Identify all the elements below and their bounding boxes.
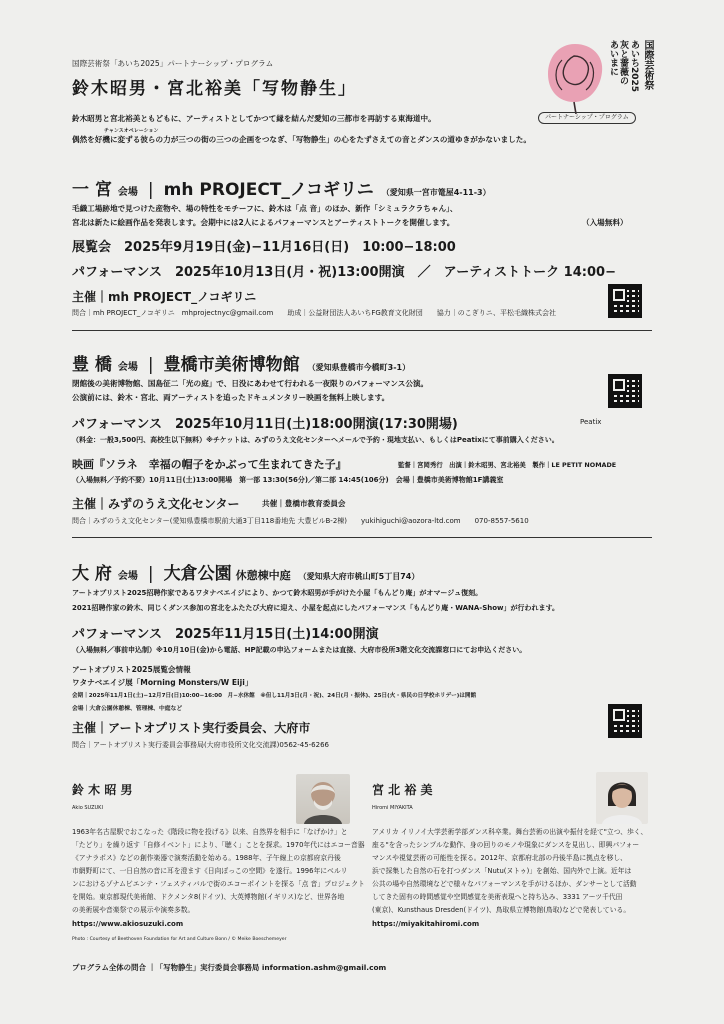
bio-line: 座る"を含ったシンプルな動作、身の回りのモノや現象にダンスを見出し、即興パフォー: [372, 841, 640, 849]
organizer: 主催｜みずのうえ文化センター: [72, 497, 240, 511]
city-name: 豊 橋: [72, 355, 112, 375]
bio-line: 浜で採集した自然の石を打つダンス「Nutu(ヌトゥ)」を創始、国内外で上演。近年は: [372, 867, 632, 875]
organizer: 主催｜アートオプリスト実行委員会、大府市: [72, 721, 311, 735]
description-line: 宮北は新たに絵画作品を発表します。会期中には2人によるパフォーマンスとアーティストトークを開催します。: [72, 218, 455, 227]
art-info-heading: アートオプリスト2025展覧会情報: [72, 665, 191, 674]
bio-line: マンスや視覚芸術の可能性を探る。2012年、京都府北部の丹後半島に拠点を移し、: [372, 854, 627, 862]
suzuki-url[interactable]: https://www.akiosuzuki.com: [72, 920, 184, 928]
logo-col-1: 国際芸術祭: [642, 40, 653, 90]
film-schedule: （入場無料／予約不要）10月11日(土)13:00開場 第一部 13:30(56分)／第二部 14:45(106分) 会場｜豊橋市美術博物館1F講義室: [72, 476, 504, 484]
artist-romaji-miyakita: Hiromi MIYAKITA: [372, 805, 413, 811]
city-name: 一 宮: [72, 180, 112, 200]
venue-address: （愛知県大府市桃山町5丁目74）: [298, 572, 420, 581]
venue-address: （愛知県一宮市篭屋4-11-3）: [381, 188, 491, 197]
art-exhibition-title: ワタナベエイジ展「Morning Monsters/W Eiji」: [72, 678, 253, 687]
description-line: 閉館後の美術博物館、国島征二「光の庭」で、日没にあわせて行われる一夜限りのパフォーマンス公演。: [72, 379, 429, 388]
film-credit: 監督｜宮岡秀行 出演｜鈴木昭男、宮北裕美 製作｜LE PETIT NOMADE: [398, 461, 617, 469]
qr-code[interactable]: [608, 374, 642, 408]
art-period: 会期｜2025年11月1日(土)−12月7日(日)10:00−16:00 月−水休館 ※但し11月3日(月・祝)、24日(月・振休)、25日(火・県民の日学校ホリデー)は開館: [72, 693, 477, 699]
organizer: 主催｜mh PROJECT_ノコギリニ: [72, 290, 257, 304]
separator: |: [147, 564, 154, 584]
ticket-info: （料金：一般3,500円、高校生以下無料）※チケットは、みずのうえ文化センターへメールで予約・現地支払い、もしくはPeatixにて事前購入ください。: [72, 436, 559, 444]
contact-line: 問合｜みずのうえ文化センター(愛知県豊橋市駅前大通3丁目118番地先 大豊ビルB-2棟) yukihiguchi@aozora-ltd.com 070-8557-5610: [72, 517, 529, 525]
exhibition-dates: 展覧会 2025年9月19日(金)−11月16日(日) 10:00−18:00: [72, 240, 456, 255]
venue-name: mh PROJECT_ノコギリニ: [163, 180, 374, 200]
festival-logo: [540, 38, 658, 126]
toyohashi-heading: [72, 350, 410, 375]
bio-line: してきた固有の時間感覚や空間感覚を美術表現へと持ち込み、3331 アーツ千代田: [372, 893, 623, 901]
venue-sub: 休憩棟中庭: [235, 569, 291, 582]
footer-contact: プログラム全体の問合 ｜「写物静生」実行委員会事務局 information.ashm@gmail.com: [72, 963, 387, 972]
photo-credit: Photo : Courtesy of Beethoven Foundation for Art and Culture Bonn / © Meike Boeschemeyer: [72, 937, 287, 942]
co-organizer: 共催｜豊橋市教育委員会: [262, 499, 346, 508]
bio-line: 公共の場や自然環境などで様々なパフォーマンスを手がけるほか、ダンサーとして活動: [372, 880, 637, 888]
intro-line-2: 偶然を好機に変ずる彼らの力が三つの街の三つの企画をつなぎ、「写物静生」の心をたずさえての音とダンスの道ゆきがかないました。: [72, 135, 531, 144]
portrait-icon: [596, 772, 648, 824]
bio-miyakita: [372, 826, 648, 917]
performance-dates: パフォーマンス 2025年10月11日(土)18:00開演(17:30開場): [72, 417, 458, 432]
intro-line-1: 鈴木昭男と宮北裕美ともどもに、アーティストとしてかつて縁を結んだ愛知の三都市を再訪する東海道中。: [72, 114, 436, 123]
separator: |: [147, 180, 154, 200]
venue-name: 豊橋市美術博物館: [163, 355, 300, 375]
logo-col-4: あいまに: [608, 40, 618, 76]
performance-dates: パフォーマンス 2025年10月13日(月・祝)13:00開演 ／ アーティストトーク 14:00−: [72, 265, 616, 280]
bio-line: 1963年名古屋駅でおこなった《階段に物を投げる》以来、自然界を相手に「なげかけ」と: [72, 828, 348, 836]
bio-line: 市網野町にて、一日自然の音に耳を澄ます《日向ぼっこの空間》を遂行。1996年にベルリ: [72, 867, 348, 875]
artist-name-suzuki: 鈴 木 昭 男: [72, 783, 133, 797]
bio-line: アメリカ イリノイ大学芸術学部ダンス科卒業。舞台芸術の出演や振付を経て"立つ、歩く、: [372, 828, 648, 836]
logo-col-2: あいち2025: [629, 40, 639, 93]
artist-romaji-suzuki: Akio SUZUKI: [72, 805, 103, 811]
peatix-label: Peatix: [580, 418, 602, 426]
venue-address: （愛知県豊橋市今橋町3-1）: [307, 363, 411, 372]
divider: [72, 537, 652, 538]
miyakita-url[interactable]: https://miyakitahiromi.com: [372, 920, 480, 928]
ichinomiya-heading: [72, 175, 491, 200]
art-venue: 会場｜大倉公園休憩棟、管理棟、中庭など: [72, 706, 183, 712]
bio-line: を開始。東京都現代美術館、ドクメンタ8(ドイツ)、大英博物館(イギリス)など、世界各地: [72, 893, 345, 901]
page-title: 鈴木昭男・宮北裕美「写物静生」: [72, 79, 357, 99]
bio-line: の美術展や音楽祭での展示や演奏多数。: [72, 906, 195, 914]
qr-code[interactable]: [608, 704, 642, 738]
free-admission: （入場無料）: [582, 218, 628, 227]
program-label: 国際芸術祭「あいち2025」パートナーシップ・プログラム: [72, 59, 274, 68]
reservation-info: （入場無料／事前申込制）※10月10日(金)から電話、HP記載の申込フォームまたは直接、大府市役所3階文化交流課窓口にてお申込ください。: [72, 646, 527, 654]
suzuki-portrait: [296, 774, 350, 824]
bio-line: 「たどり」を繰り返す「自修イベント」により、「聴く」ことを探求。1970年代にはエコー音器: [72, 841, 365, 849]
venue-label: 会場: [117, 362, 138, 373]
logo-col-3: 灰と薔薇の: [618, 40, 628, 85]
description-line: 公演前には、鈴木・宮北、両アーティストを追ったドキュメンタリー映画を無料上映します。: [72, 393, 390, 402]
venue-label: 会場: [117, 571, 138, 582]
portrait-icon: [296, 774, 350, 824]
contact-line: 問合｜mh PROJECT_ノコギリニ mhprojectnyc@gmail.com 助成｜公益財団法人あいちFG教育文化財団 協力｜のこぎりニ、平松毛織株式会社: [72, 309, 556, 317]
description-line: 2021招聘作家の鈴木、同じくダンス参加の宮北をふたたび大府に迎え、小屋を起点にしたパフォーマンス「もんどり庵・WANA-Show」が行われます。: [72, 604, 559, 612]
city-name: 大 府: [72, 564, 112, 584]
qr-code[interactable]: [608, 284, 642, 318]
contact-line: 問合｜アートオプリスト実行委員会事務局(大府市役所文化交流課)0562-45-6266: [72, 741, 329, 749]
intro-ruby: チャンスオペレーション: [104, 128, 159, 134]
venue-label: 会場: [117, 187, 138, 198]
rose-icon: [540, 38, 610, 114]
bio-line: (東京)、Kunsthaus Dresden(ドイツ)、鳥取県立博物館(鳥取)などで発表している。: [372, 906, 631, 914]
performance-dates: パフォーマンス 2025年11月15日(土)14:00開演: [72, 627, 379, 642]
partnership-badge: パートナーシップ・プログラム: [538, 112, 636, 124]
bio-line: 《アナラポス》などの創作楽器で演奏活動を始める。1988年、子午線上の京都府京丹後: [72, 854, 341, 862]
miyakita-portrait: [596, 772, 648, 824]
description-line: アートオプリスト2025招聘作家であるワタナベエイジにより、かつて鈴木昭男が手がけた小屋「もんどり庵」がオマージュ復刻。: [72, 589, 483, 597]
bio-suzuki: [72, 826, 365, 917]
description-line: 毛織工場跡地で見つけた産物や、場の特性をモチーフに、鈴木は「点 音」のほか、新作「シミュラクラちゃん」、: [72, 204, 458, 213]
divider: [72, 330, 652, 331]
bio-line: ンにおけるゾナムビエンテ・フェスティバルで街のエコーポイントを探る「点 音」プロジェクト: [72, 880, 365, 888]
obu-heading: [72, 559, 419, 584]
separator: |: [147, 355, 154, 375]
artist-name-miyakita: 宮 北 裕 美: [372, 783, 433, 797]
film-title: 映画『ソラネ 幸福の帽子をかぶって生まれてきた子』: [72, 458, 347, 471]
venue-name: 大倉公園: [163, 564, 232, 584]
